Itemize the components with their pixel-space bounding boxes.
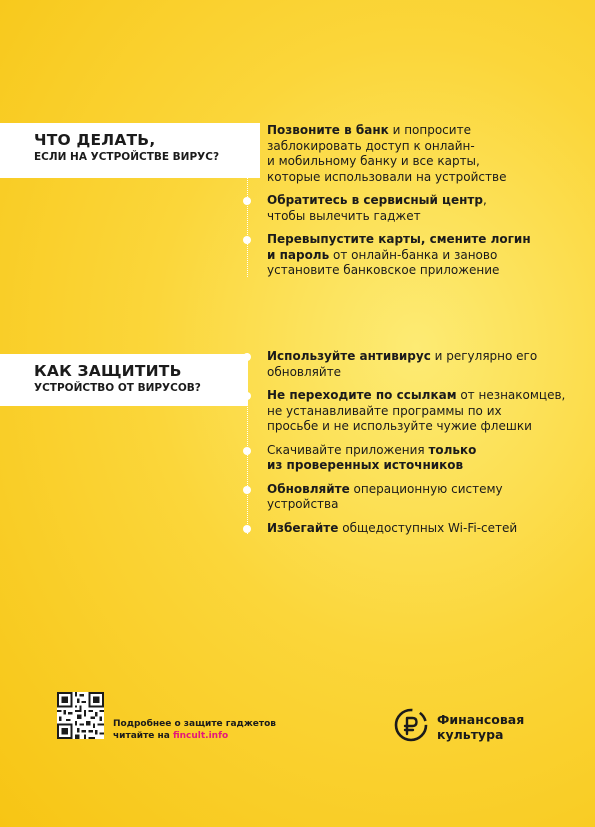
fincult-link[interactable]: fincult.info (172, 731, 229, 741)
dotted-rail (247, 353, 248, 534)
qr-code-icon[interactable] (57, 692, 104, 739)
section-title-line1: ЧТО ДЕЛАТЬ, (34, 131, 156, 149)
how-to-protect-list (267, 349, 577, 544)
list-item: Не переходите по ссылкам от незнакомцев, не устанавливайте программы по их просьбе и не используйте чужие флешки (267, 388, 577, 435)
list-item: Позвоните в банк и попросите заблокировать доступ к онлайн- и мобильному банку и все карты, которые использовали на устройстве (267, 123, 577, 185)
section-how-to-protect-header (0, 354, 248, 406)
section-title-line2: ЕСЛИ НА УСТРОЙСТВЕ ВИРУС? (34, 151, 220, 163)
list-item: Перевыпустите карты, смените логин и пароль от онлайн-банка и заново установите банковское приложение (267, 232, 577, 279)
ruble-logo-icon (393, 707, 429, 743)
list-item: Обновляйте операционную систему устройства (267, 482, 577, 513)
section-what-to-do-header (0, 123, 260, 178)
brand-logo-text: Финансовая культура (437, 712, 525, 742)
list-item: Используйте антивирус и регулярно его обновляйте (267, 349, 577, 380)
list-item: Избегайте общедоступных Wi-Fi-сетей (267, 521, 577, 537)
list-item: Скачивайте приложения только из проверенных источников (267, 443, 577, 474)
section-title-line1: КАК ЗАЩИТИТЬ (34, 362, 182, 380)
more-info-text: Подробнее о защите гаджетов читайте на fincult.info (113, 719, 276, 741)
list-item: Обратитесь в сервисный центр, чтобы вылечить гаджет (267, 193, 577, 224)
what-to-do-list (267, 123, 577, 287)
section-title-line2: УСТРОЙСТВО ОТ ВИРУСОВ? (34, 382, 201, 394)
